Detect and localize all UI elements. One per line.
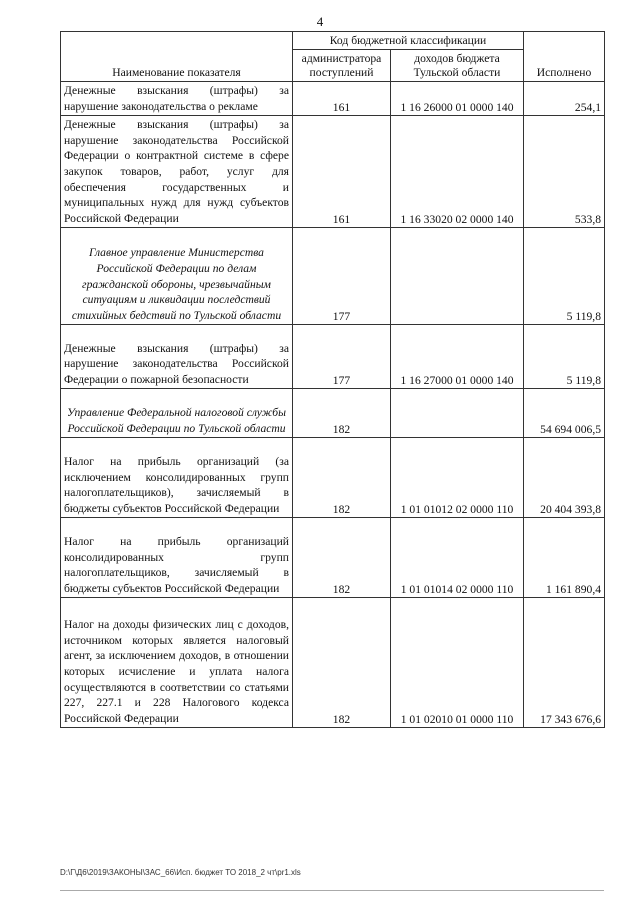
row-name: Денежные взыскания (штрафы) за нарушение законодательства о рекламе (61, 82, 293, 116)
table-row (61, 228, 605, 325)
row-admin-code: 182 (293, 438, 391, 518)
header-budget-revenue: доходов бюджета Тульской области (391, 50, 524, 82)
header-administrator: администратора поступлений (293, 50, 391, 82)
table-row (61, 518, 605, 598)
header-indicator-name: Наименование показателя (61, 32, 293, 82)
row-name: Налог на прибыль организаций консолидированных групп налогоплательщиков, зачисляемый в бюджеты субъектов Российской Федерации (61, 518, 293, 598)
row-amount: 5 119,8 (524, 325, 605, 389)
page-number: 4 (316, 14, 324, 29)
row-amount: 533,8 (524, 116, 605, 228)
row-name: Управление Федеральной налоговой службы Российской Федерации по Тульской области (61, 389, 293, 438)
budget-table (60, 31, 605, 728)
row-name: Главное управление Министерства Российской Федерации по делам гражданской обороны, чрезвычайным ситуациям и ликвидации последствий стихийных бедствий по Тульской области (61, 228, 293, 325)
row-amount: 1 161 890,4 (524, 518, 605, 598)
table-row (61, 598, 605, 728)
row-amount: 5 119,8 (524, 228, 605, 325)
row-admin-code: 182 (293, 598, 391, 728)
row-name: Налог на прибыль организаций (за исключением консолидированных групп налогоплательщиков), зачисляемый в бюджеты субъектов Российской Федерации (61, 438, 293, 518)
row-budget-code: 1 01 02010 01 0000 110 (391, 598, 524, 728)
table-row (61, 116, 605, 228)
header-executed: Исполнено (524, 32, 605, 82)
row-budget-code: 1 01 01014 02 0000 110 (391, 518, 524, 598)
row-budget-code: 1 01 01012 02 0000 110 (391, 438, 524, 518)
row-name: Денежные взыскания (штрафы) за нарушение законодательства Российской Федерации о пожарной безопасности (61, 325, 293, 389)
row-budget-code (391, 389, 524, 438)
table-row (61, 438, 605, 518)
row-name: Налог на доходы физических лиц с доходов, источником которых является налоговый агент, за исключением доходов, в отношении которых исчисление и уплата налога осуществляются в соответствии со статьями 227, 227.1 и 228 Налогового кодекса Российской Федерации (61, 598, 293, 728)
row-budget-code (391, 228, 524, 325)
table-row (61, 325, 605, 389)
row-amount: 54 694 006,5 (524, 389, 605, 438)
table-row (61, 82, 605, 116)
row-admin-code: 161 (293, 116, 391, 228)
row-name: Денежные взыскания (штрафы) за нарушение законодательства Российской Федерации о контрактной системе в сфере закупок товаров, работ, услуг для обеспечения государственных и муниципальных нужд для нужд субъектов Российской Федерации (61, 116, 293, 228)
table-header (61, 32, 605, 82)
file-path-footer: D:\Г\Д6\2019\ЗАКОНЫ\ЗАС_66\Исп. бюджет ТО 2018_2 чт\pr1.xls (60, 868, 301, 877)
row-admin-code: 182 (293, 389, 391, 438)
row-admin-code: 177 (293, 325, 391, 389)
row-admin-code: 161 (293, 82, 391, 116)
row-admin-code: 182 (293, 518, 391, 598)
row-budget-code: 1 16 27000 01 0000 140 (391, 325, 524, 389)
row-amount: 17 343 676,6 (524, 598, 605, 728)
row-amount: 254,1 (524, 82, 605, 116)
row-budget-code: 1 16 26000 01 0000 140 (391, 82, 524, 116)
footer-rule (60, 890, 604, 891)
table-row (61, 389, 605, 438)
row-budget-code: 1 16 33020 02 0000 140 (391, 116, 524, 228)
row-amount: 20 404 393,8 (524, 438, 605, 518)
header-classification-code: Код бюджетной классификации (293, 32, 524, 50)
row-admin-code: 177 (293, 228, 391, 325)
